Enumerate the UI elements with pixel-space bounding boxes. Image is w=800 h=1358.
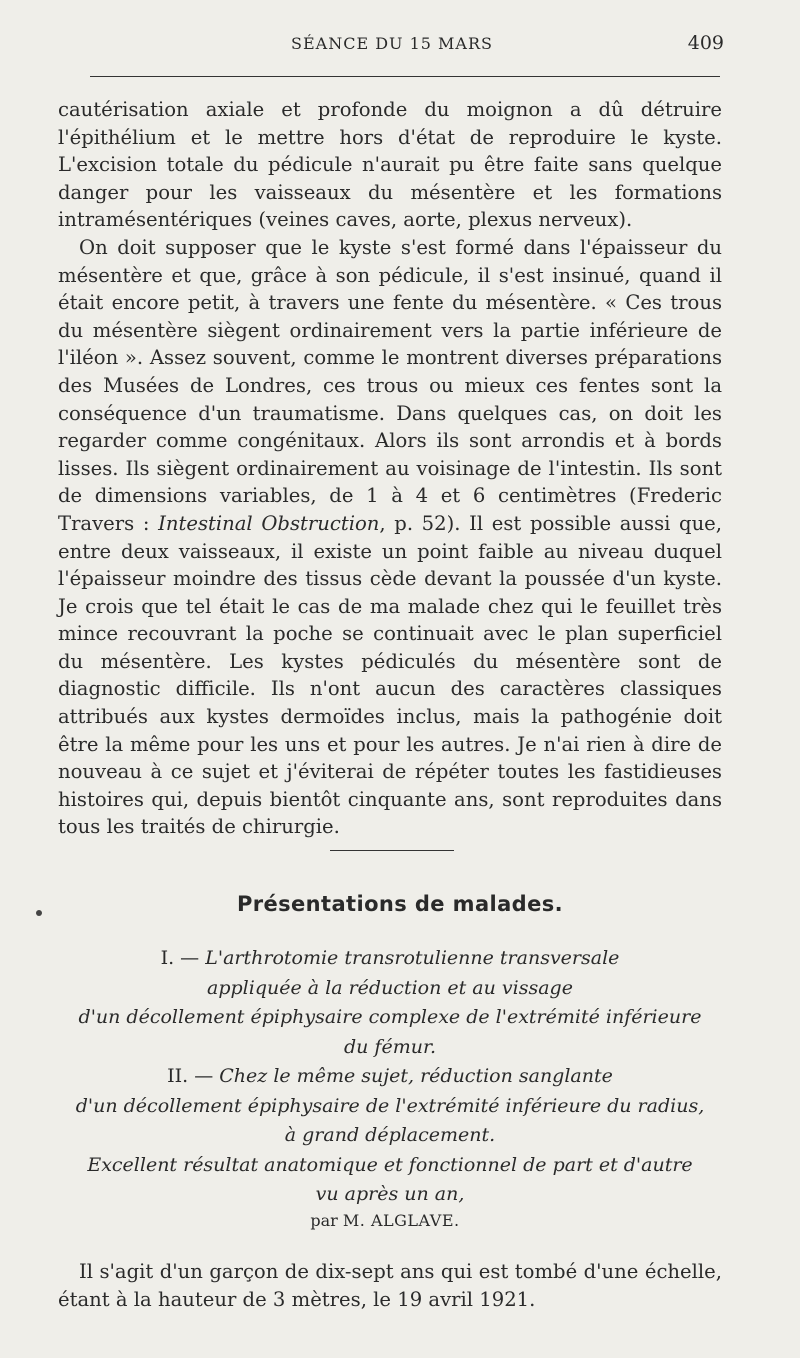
title-2-text-3: à grand déplacement. xyxy=(284,1124,496,1146)
author-name: M. ALGLAVE. xyxy=(342,1211,460,1230)
title-2-line-4 xyxy=(40,1151,740,1181)
title-2-text-2: d'un décollement épiphysaire de l'extrémité inférieure du radius, xyxy=(75,1094,705,1117)
title-1-line-1 xyxy=(40,944,740,974)
citation-title: Intestinal Obstruction xyxy=(158,511,380,535)
title-1-text-1: L'arthrotomie transrotulienne transversale xyxy=(205,947,620,969)
paragraph-1: cautérisation axiale et profonde du moignon a dû détruire l'épithélium et le mettre hors d'état de reproduire le kyste. L'excision totale du pédicule n'aurait pu être faite sans quelque danger pour les vaisseaux du mésentère et les formations intramésentériques (veines caves, aorte, plexus nerveux). xyxy=(58,98,722,232)
section-divider xyxy=(330,850,454,851)
title-2-line-5 xyxy=(40,1180,740,1210)
paragraph-2-part-2: , p. 52). Il est possible aussi que, entre deux vaisseaux, il existe un point faible au niveau duquel l'épaisseur moindre des tissus cède devant la poussée d'un kyste. Je crois que tel était le cas de ma malade chez qui le feuillet très mince recouvrant la poche se continuait avec le plan superficiel du mésentère. Les kystes pédiculés du mésentère sont de diagnostic difficile. Ils n'ont aucun des caractères classiques attribués aux kystes dermoïdes inclus, mais la pathogénie doit être la même pour les uns et pour les autres. Je n'ai rien à dire de nouveau à ce sujet et j'éviterai de répéter toutes les fastidieuses histoires qui, depuis bientôt cinquante ans, sont reproduites dans tous les traités de chirurgie. xyxy=(58,511,723,839)
section-heading: Présentations de malades. xyxy=(236,892,564,916)
author-prefix: par xyxy=(310,1211,338,1230)
title-1-text-3: d'un décollement épiphysaire complexe de l'extrémité inférieure xyxy=(78,1006,702,1028)
body-text xyxy=(58,96,722,841)
closing-text xyxy=(58,1258,722,1314)
paragraph-2-part-1: On doit supposer que le kyste s'est formé dans l'épaisseur du mésentère et que, grâce à son pédicule, il s'est insinué, quand il était encore petit, à travers une fente du mésentère. « Ces trous du mésentère siègent ordinairement vers la partie inférieure de l'iléon ». Assez souvent, comme le montrent diverses préparations des Musées de Londres, ces trous ou mieux ces fentes sont la conséquence d'un traumatisme. Dans quelques cas, on doit les regarder comme congénitaux. Alors ils sont arrondis et à bords lisses. Ils siègent ordinairement au voisinage de l'intestin. Ils sont de dimensions variables, de 1 à 4 et 6 centimètres (Frederic Travers : xyxy=(58,235,722,535)
title-2-text-4: Excellent résultat anatomique et fonctionnel de part et d'autre xyxy=(87,1153,693,1176)
title-2-text-5: vu après un an, xyxy=(315,1183,465,1205)
running-title: SÉANCE DU 15 MARS xyxy=(291,34,493,53)
closing-paragraph: Il s'agit d'un garçon de dix-sept ans qui est tombé d'une échelle, étant à la hauteur de 3 mètres, le 19 avril 1921. xyxy=(58,1260,722,1311)
title-1-line-2 xyxy=(40,974,740,1004)
title-1-line-4 xyxy=(40,1033,740,1063)
title-1-text-4: du fémur. xyxy=(343,1035,436,1058)
title-2-line-3 xyxy=(40,1121,740,1151)
running-head xyxy=(60,34,724,58)
presentation-titles xyxy=(40,944,740,1210)
title-2-text-1: Chez le même sujet, réduction sanglante xyxy=(219,1065,613,1087)
header-rule xyxy=(90,76,720,77)
title-1-text-2: appliquée à la réduction et au vissage xyxy=(207,976,573,999)
title-2-line-1 xyxy=(40,1062,740,1092)
author-line xyxy=(0,1211,770,1230)
title-2-numeral: II. — xyxy=(167,1065,214,1087)
title-1-numeral: I. — xyxy=(160,947,200,969)
title-1-line-3 xyxy=(40,1003,740,1033)
paragraph-2 xyxy=(58,234,722,841)
page-number: 409 xyxy=(687,32,724,54)
title-2-line-2 xyxy=(40,1092,740,1122)
